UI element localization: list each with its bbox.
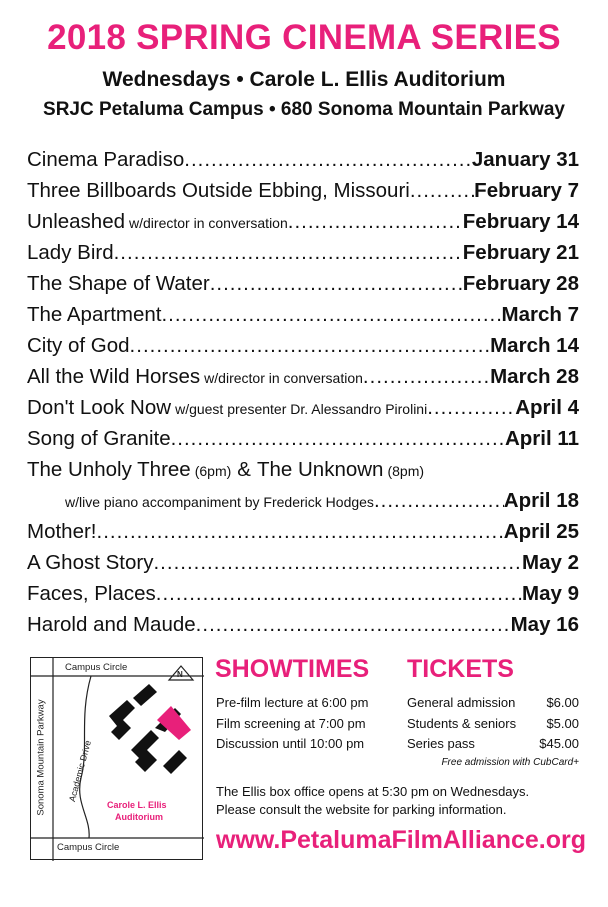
ticket-price: $5.00 — [546, 715, 579, 731]
film-title: City of God — [27, 334, 130, 357]
film-note: w/director in conversation — [129, 215, 288, 231]
film-row — [27, 520, 579, 551]
film-date: May 9 — [522, 582, 579, 605]
ticket-label: General admission — [407, 695, 516, 710]
film-date: February 7 — [474, 179, 579, 202]
film-date: February 28 — [462, 272, 579, 295]
showtimes-list — [216, 693, 368, 755]
tickets-heading: TICKETS — [407, 655, 514, 683]
ticket-row — [407, 693, 579, 714]
film-row — [27, 210, 579, 241]
ampersand: & — [237, 458, 251, 481]
film-title: A Ghost Story — [27, 551, 154, 574]
ticket-price: $45.00 — [539, 736, 579, 751]
building-5 — [163, 750, 187, 774]
film-note: w/guest presenter Dr. Alessandro Pirolini — [175, 401, 428, 417]
address-line: SRJC Petaluma Campus • 680 Sonoma Mountain Parkway — [43, 99, 565, 120]
showtime-item: Film screening at 7:00 pm — [216, 715, 366, 731]
film-row-double-feature — [27, 458, 579, 489]
box-office-info — [216, 783, 529, 818]
film-title: Three Billboards Outside Ebbing, Missouri — [27, 179, 410, 202]
showtime-item: Discussion until 10:00 pm — [216, 736, 365, 751]
film-row — [27, 396, 579, 427]
box-office-line: The Ellis box office opens at 5:30 pm on Wednesdays. — [216, 784, 530, 799]
film-time: (6pm) — [194, 463, 232, 479]
film-date: February 21 — [462, 241, 579, 264]
venue-line: Wednesdays • Carole L. Ellis Auditorium — [102, 68, 506, 91]
film-time: (8pm) — [387, 463, 425, 479]
film-title: The Unholy Three — [27, 458, 191, 481]
free-admission-note: Free admission with CubCard+ — [441, 756, 579, 768]
ticket-label: Students & seniors — [407, 715, 517, 731]
ellis-auditorium-building — [157, 706, 191, 740]
film-row — [27, 303, 579, 334]
street-label-parkway: Sonoma Mountain Parkway — [35, 699, 47, 816]
film-title: Song of Granite — [27, 427, 171, 450]
film-date: May 2 — [522, 551, 579, 574]
website-link[interactable]: www.PetalumaFilmAlliance.org — [216, 826, 586, 854]
street-label-academic: Academic Drive — [67, 739, 93, 803]
film-date: February 14 — [462, 210, 579, 233]
street-label-bottom: Campus Circle — [57, 842, 120, 853]
campus-map — [30, 657, 203, 860]
parking-line: Please consult the website for parking information. — [216, 801, 507, 817]
film-row — [27, 179, 579, 210]
film-date: April 18 — [503, 489, 579, 512]
film-row — [27, 148, 579, 179]
film-row — [27, 489, 579, 520]
film-row — [27, 613, 579, 644]
film-title: Faces, Places — [27, 582, 156, 605]
showtime-item: Pre-film lecture at 6:00 pm — [216, 695, 369, 710]
north-label: N — [177, 670, 183, 679]
film-title: The Shape of Water — [27, 272, 210, 295]
film-title: Don't Look Now — [27, 396, 172, 419]
film-row — [27, 582, 579, 613]
showtimes-heading: SHOWTIMES — [215, 655, 370, 683]
venue-label-line1: Carole L. Ellis — [107, 800, 167, 810]
film-title: Lady Bird — [27, 241, 114, 264]
film-date: April 4 — [515, 396, 579, 419]
film-date: March 28 — [490, 365, 579, 388]
tickets-list — [407, 693, 579, 771]
film-title: Cinema Paradiso — [27, 148, 185, 171]
building-2 — [133, 684, 157, 706]
venue-label-line2: Auditorium — [115, 812, 163, 822]
film-title: Harold and Maude — [27, 613, 196, 636]
film-title: The Unknown — [256, 458, 384, 481]
building-1 — [109, 700, 135, 740]
ticket-price: $6.00 — [546, 695, 579, 710]
ticket-label: Series pass — [407, 736, 475, 751]
film-note: w/live piano accompaniment by Frederick Hodges — [65, 494, 374, 510]
film-title: Mother! — [27, 520, 97, 543]
film-date: May 16 — [510, 613, 579, 636]
film-row — [27, 551, 579, 582]
film-date: March 14 — [490, 334, 579, 357]
film-row — [27, 334, 579, 365]
ticket-row — [407, 734, 579, 755]
film-schedule — [27, 148, 579, 644]
film-title: Unleashed — [27, 210, 126, 233]
street-label-top: Campus Circle — [65, 662, 128, 673]
ticket-row — [407, 714, 579, 735]
campus-map-drawing — [31, 658, 204, 861]
building-3 — [131, 730, 159, 772]
film-date: March 7 — [501, 303, 579, 326]
film-title: All the Wild Horses — [27, 365, 201, 388]
film-row — [27, 272, 579, 303]
film-date: April 11 — [504, 427, 579, 450]
film-row — [27, 241, 579, 272]
film-title: The Apartment — [27, 303, 162, 326]
film-date: April 25 — [503, 520, 579, 543]
film-row — [27, 365, 579, 396]
film-row — [27, 427, 579, 458]
film-note: w/director in conversation — [204, 370, 363, 386]
film-date: January 31 — [471, 148, 579, 171]
page-title: 2018 SPRING CINEMA SERIES — [47, 18, 561, 57]
